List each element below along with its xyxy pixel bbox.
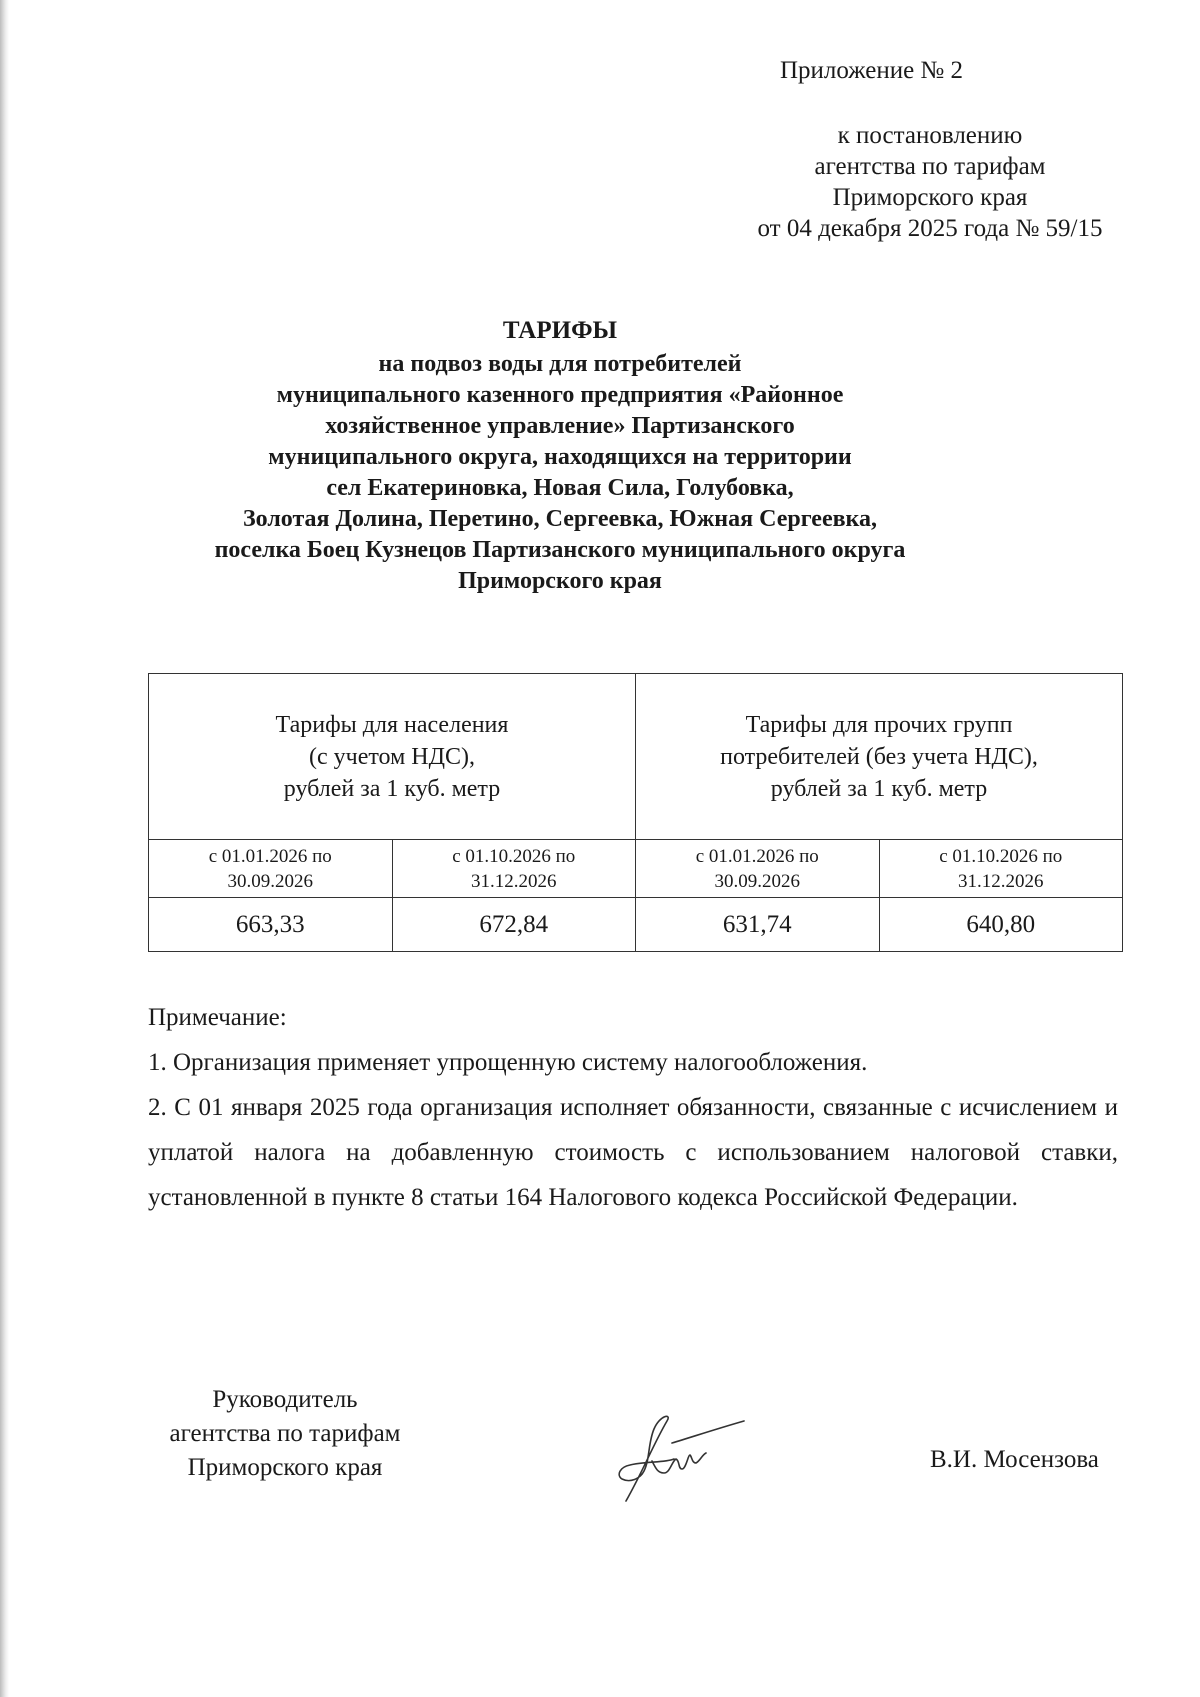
header-line: Тарифы для населения	[275, 711, 509, 738]
period-cell	[636, 840, 880, 898]
period-end: 31.12.2026	[471, 870, 557, 892]
notes-heading: Примечание:	[148, 1004, 287, 1031]
title-line: сел Екатериновка, Новая Сила, Голубовка,	[326, 475, 794, 501]
title-line: хозяйственное управление» Партизанского	[325, 413, 795, 439]
header-population-tariffs	[149, 674, 636, 840]
note-item: 1. Организация применяет упрощенную систему налогообложения.	[148, 1049, 868, 1076]
title-line: муниципального округа, находящихся на территории	[268, 444, 852, 470]
title-line: на подвоз воды для потребителей	[378, 351, 742, 377]
appendix-line: агентства по тарифам	[814, 153, 1046, 180]
signer-name: В.И. Мосензова	[930, 1446, 1099, 1473]
title-line: поселка Боец Кузнецов Партизанского муниципального округа	[214, 537, 906, 563]
header-line: (с учетом НДС),	[309, 743, 475, 770]
period-start: с 01.01.2026 по	[695, 845, 819, 867]
period-cell	[149, 840, 393, 898]
header-line: рублей за 1 куб. метр	[770, 775, 988, 802]
period-start: с 01.10.2026 по	[939, 845, 1063, 867]
period-cell	[392, 840, 636, 898]
title-line: Приморского края	[458, 568, 662, 594]
title-line: муниципального казенного предприятия «Районное	[276, 382, 844, 408]
notes	[148, 995, 1118, 1220]
period-cell	[879, 840, 1123, 898]
appendix-number: Приложение № 2	[780, 57, 964, 84]
appendix-line: Приморского края	[832, 184, 1028, 211]
header-line: Тарифы для прочих групп	[745, 711, 1013, 738]
note-item: 2. С 01 января 2025 года организация исполняет обязанности, связанные с исчислением и уплатой налога на добавленную стоимость с использованием налоговой ставки, установленной в пункте 8 статьи 164 Налогового кодекса Российской Федерации.	[148, 1094, 1118, 1211]
appendix-reference	[740, 120, 1120, 244]
tariff-value: 672,84	[392, 898, 636, 952]
position-line: Приморского края	[187, 1454, 383, 1481]
appendix-line: от 04 декабря 2025 года № 59/15	[757, 215, 1103, 242]
period-start: с 01.10.2026 по	[452, 845, 576, 867]
tariff-value: 631,74	[636, 898, 880, 952]
signatory-position	[140, 1383, 430, 1485]
header-other-consumers-tariffs	[636, 674, 1123, 840]
title-main: ТАРИФЫ	[502, 317, 618, 344]
period-end: 31.12.2026	[958, 870, 1044, 892]
period-start: с 01.01.2026 по	[208, 845, 332, 867]
handwritten-signature	[612, 1403, 762, 1503]
header-line: потребителей (без учета НДС),	[720, 743, 1038, 770]
document-title	[160, 315, 960, 597]
scan-edge-shadow	[0, 0, 9, 1697]
title-line: Золотая Долина, Перетино, Сергеевка, Южная Сергеевка,	[242, 506, 878, 532]
period-end: 30.09.2026	[714, 870, 800, 892]
appendix-line: к постановлению	[837, 122, 1023, 149]
tariff-value: 640,80	[879, 898, 1123, 952]
tariff-value: 663,33	[149, 898, 393, 952]
period-end: 30.09.2026	[227, 870, 313, 892]
position-line: Руководитель	[212, 1386, 358, 1413]
header-line: рублей за 1 куб. метр	[283, 775, 501, 802]
tariff-table	[148, 673, 1123, 952]
position-line: агентства по тарифам	[169, 1420, 401, 1447]
